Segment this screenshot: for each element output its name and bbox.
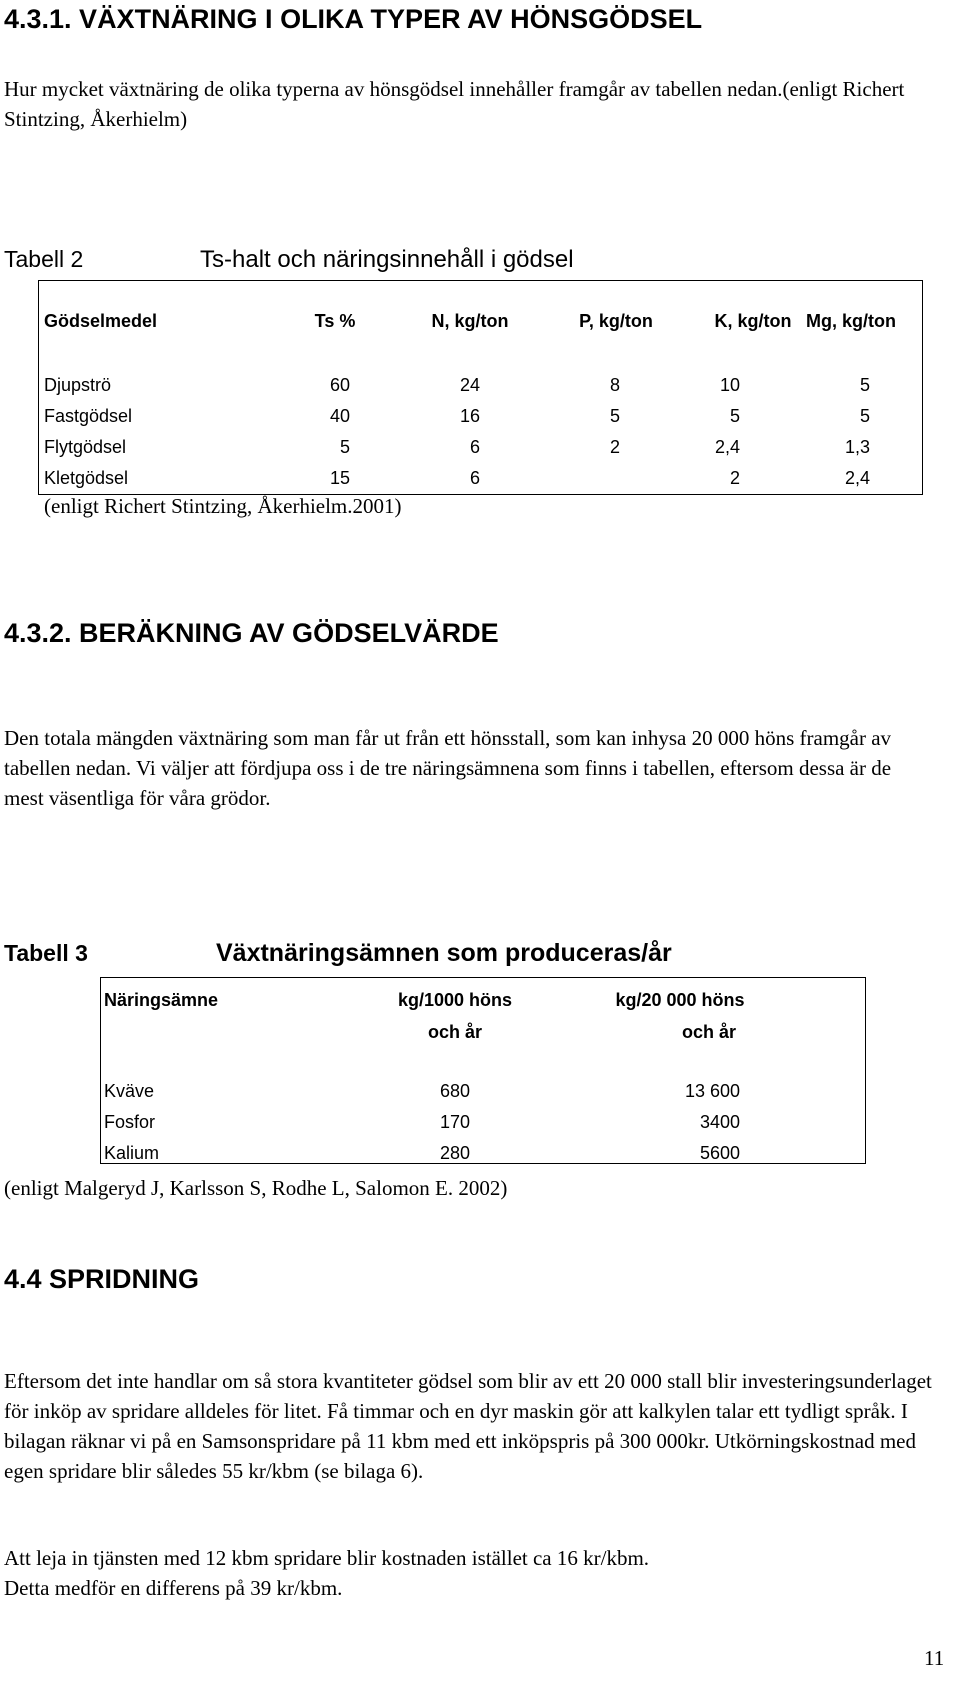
table3-label: Tabell 3 — [4, 940, 88, 966]
table2-header-cell: Mg, kg/ton — [806, 311, 896, 331]
section-heading-432: 4.3.2. BERÄKNING AV GÖDSELVÄRDE — [4, 618, 499, 648]
table2-cell: 5 — [609, 406, 620, 426]
table2-cell: Flytgödsel — [44, 437, 127, 457]
table3-header-cell: kg/20 000 höns — [615, 990, 745, 1010]
table2-header-cell: Ts % — [314, 311, 356, 331]
table2-cell: Kletgödsel — [44, 468, 129, 488]
table3-title: Växtnäringsämnen som produceras/år — [216, 939, 672, 967]
table3-cell: 3400 — [699, 1112, 740, 1132]
table2-cell: 16 — [459, 406, 480, 426]
table2-header-cell: P, kg/ton — [579, 311, 653, 331]
table2-cell: 8 — [609, 375, 620, 395]
table2-cell: 5 — [729, 406, 740, 426]
table2-cell: 2 — [729, 468, 740, 488]
hire-service-paragraph: Att leja in tjänsten med 12 kbm spridare blir kostnaden istället ca 16 kr/kbm. — [4, 1546, 650, 1570]
page-number: 11 — [924, 1646, 945, 1670]
table2-cell: 5 — [859, 375, 870, 395]
table2-cell: 1,3 — [844, 437, 870, 457]
table3-source: (enligt Malgeryd J, Karlsson S, Rodhe L, Salomon E. 2002) — [4, 1176, 508, 1200]
table2-cell: 60 — [329, 375, 350, 395]
difference-paragraph: Detta medför en differens på 39 kr/kbm. — [4, 1576, 343, 1600]
table2-cell: 5 — [859, 406, 870, 426]
intro-paragraph: Hur mycket växtnäring de olika typerna av hönsgödsel innehåller framgår av tabellen nedan.(enligt Richert Stintzing, Åkerhielm) — [4, 77, 905, 131]
table2-cell: 40 — [329, 406, 350, 426]
table3-cell: Kalium — [104, 1143, 160, 1163]
table2-header-cell: K, kg/ton — [714, 311, 792, 331]
table3-cell: 280 — [439, 1143, 471, 1163]
table2-cell: 2,4 — [714, 437, 740, 457]
table2-cell: Djupströ — [44, 375, 112, 395]
table3-header-cell: kg/1000 höns — [397, 990, 513, 1010]
table3-header-cell: och år — [682, 1022, 737, 1042]
table2-label: Tabell 2 — [4, 246, 84, 272]
table2-cell: 2,4 — [844, 468, 870, 488]
table2-cell: 5 — [339, 437, 350, 457]
table2-header-cell: N, kg/ton — [431, 311, 509, 331]
table3-cell: 13 600 — [684, 1081, 740, 1101]
section-heading-44: 4.4 SPRIDNING — [4, 1264, 200, 1294]
table2-header-cell: Gödselmedel — [44, 311, 158, 331]
table3-header-cell: och år — [427, 1022, 483, 1042]
table2-cell: 6 — [469, 437, 480, 457]
table3-cell: Kväve — [104, 1081, 155, 1101]
table2-cell: 24 — [459, 375, 480, 395]
section-heading-431: 4.3.1. VÄXTNÄRING I OLIKA TYPER AV HÖNSGÖDSEL — [4, 4, 703, 34]
table2-cell: 2 — [609, 437, 620, 457]
spreading-paragraph: Eftersom det inte handlar om så stora kvantiteter gödsel som blir av ett 20 000 stall blir investeringsunderlaget för inköp av spridare alldeles för litet. Få timmar och en dyr maskin gör att kalkylen talar ett tydligt språk. I bilagan räknar vi på en Samsonspridare på 11 kbm med ett inköpspris på 300 000kr. Utkörningskostnad med egen spridare blir således 55 kr/kbm (se bilaga 6). — [4, 1369, 932, 1483]
table3-cell: Fosfor — [104, 1112, 156, 1132]
table2-cell: 15 — [329, 468, 350, 488]
calc-paragraph: Den totala mängden växtnäring som man får ut från ett hönsstall, som kan inhysa 20 000 höns framgår av tabellen nedan. Vi väljer att fördjupa oss i de tre näringsämnena som finns i tabellen, eftersom dessa är de mest väsentliga för våra grödor. — [4, 726, 892, 810]
table3-cell: 5600 — [699, 1143, 740, 1163]
table2-cell: 6 — [469, 468, 480, 488]
table2-title: Ts-halt och näringsinnehåll i gödsel — [200, 246, 574, 273]
table3-cell: 170 — [439, 1112, 471, 1132]
table2-cell: Fastgödsel — [44, 406, 133, 426]
table2-source: (enligt Richert Stintzing, Åkerhielm.2001) — [44, 494, 402, 518]
table3-cell: 680 — [439, 1081, 471, 1101]
table3-header-cell: Näringsämne — [104, 990, 219, 1010]
table2-cell: 10 — [719, 375, 740, 395]
